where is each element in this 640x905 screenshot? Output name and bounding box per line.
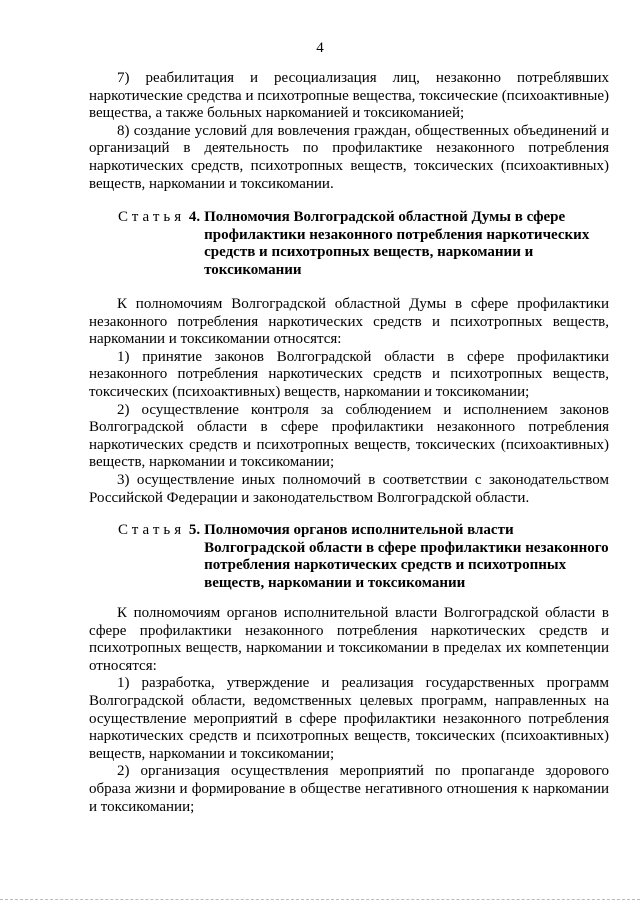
article-4-label: Статья 4.: [118, 209, 201, 225]
page-number: 4: [316, 40, 324, 56]
article-5-body: [89, 605, 609, 816]
article-4-body: [89, 296, 609, 507]
article-4-intro: К полномочиям Волгоградской областной Думы в сфере профилактики незаконного потребления наркотических средств и психотропных веществ, наркомании и токсикомании относятся:: [89, 296, 609, 348]
article-5-item-2: 2) организация осуществления мероприятий по пропаганде здорового образа жизни и формирование в обществе негативного отношения к наркомании и токсикомании;: [89, 763, 609, 815]
article-5-heading: [118, 522, 618, 592]
article-4-item-3: 3) осуществление иных полномочий в соответствии с законодательством Российской Федерации и законодательством Волгоградской области.: [89, 471, 609, 506]
article-4-heading: [118, 209, 618, 279]
article-4-item-1: 1) принятие законов Волгоградской области в сфере профилактики незаконного потребления наркотических средств и психотропных веществ, токсических (психоактивных) веществ, наркомании и токсикомании;: [89, 348, 609, 400]
article-5-title: Полномочия органов исполнительной власти Волгоградской области в сфере профилактики незаконного потребления наркотических средств и психотропных веществ, наркомании и токсикомании: [204, 522, 609, 591]
list-item-7: 7) реабилитация и ресоциализация лиц, незаконно потреблявших наркотические средства и психотропные вещества, токсические (психоактивные) вещества, а также больных наркоманией и токсикоманией;: [89, 70, 609, 122]
list-item-8: 8) создание условий для вовлечения граждан, общественных объединений и организаций в деятельность по профилактике незаконного потребления наркотических средств, психотропных веществ, токсических (психоактивных) веществ, наркомании и токсикомании.: [89, 122, 609, 192]
article-4-item-2: 2) осуществление контроля за соблюдением и исполнением законов Волгоградской области в сфере профилактики незаконного потребления наркотических средств и психотропных веществ, токсических (психоактивных) веществ, наркомании и токсикомании;: [89, 401, 609, 471]
scan-edge-divider: [0, 899, 640, 900]
article-5-intro: К полномочиям органов исполнительной власти Волгоградской области в сфере профилактики незаконного потребления наркотических средств и психотропных веществ, наркомании и токсикомании в пределах их компетенции относятся:: [89, 605, 609, 674]
article-4-title: Полномочия Волгоградской областной Думы в сфере профилактики незаконного потребления наркотических средств и психотропных веществ, наркомании и токсикомании: [204, 209, 590, 278]
article-5-item-1: 1) разработка, утверждение и реализация государственных программ Волгоградской области, ведомственных целевых программ, направленных на осуществление мероприятий в сфере профилактики незаконного потребления наркотических средств и психотропных веществ, токсических (психоактивных) веществ, наркомании и токсикомании;: [89, 675, 609, 762]
article-5-label: Статья 5.: [118, 522, 201, 538]
top-list: [89, 70, 609, 193]
